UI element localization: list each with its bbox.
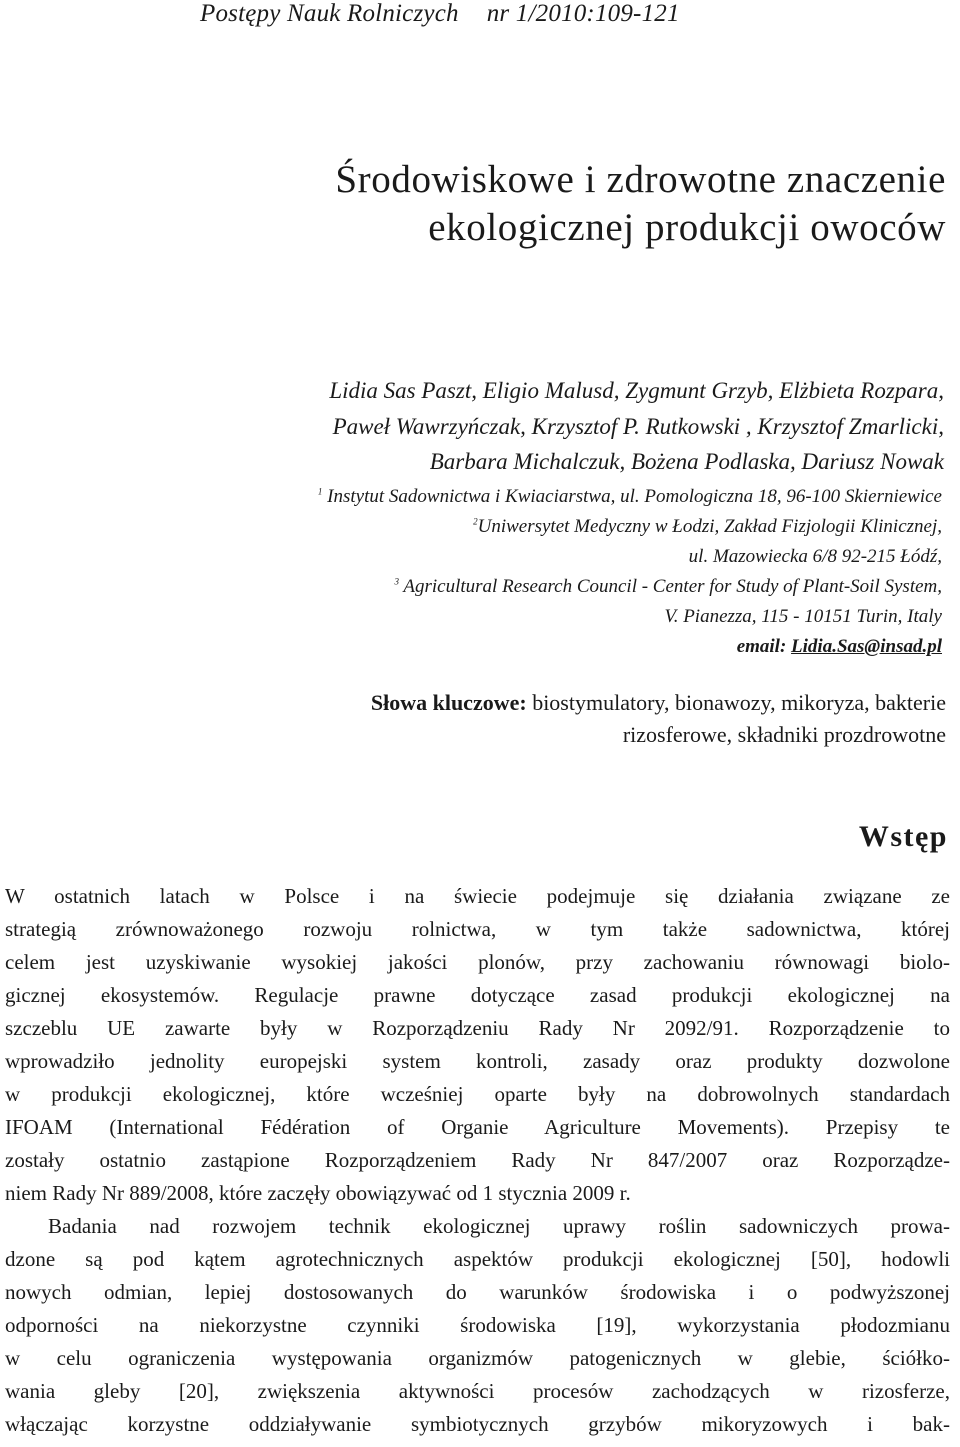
- affiliation-marker-3: 3: [394, 576, 399, 587]
- paragraph-line: nowych odmian, lepiej dostosowanych do warunków środowiska i o podwyższonej: [5, 1280, 950, 1304]
- paragraph-line: włączając korzystne oddziaływanie symbiotycznych grzybów mikoryzowych i bak-: [5, 1412, 950, 1436]
- authors-line-3: Barbara Michalczuk, Bożena Podlaska, Dariusz Nowak: [429, 449, 944, 474]
- article-title: [335, 156, 946, 252]
- paragraph-line: niem Rady Nr 889/2008, które zaczęły obowiązywać od 1 stycznia 2009 r.: [5, 1181, 631, 1205]
- section-heading: Wstęp: [858, 820, 948, 853]
- affiliation-3-address: V. Pianezza, 115 - 10151 Turin, Italy: [664, 606, 942, 627]
- keywords-line-1: biostymulatory, bionawozy, mikoryza, bakterie: [532, 690, 946, 715]
- paragraph-2: [5, 1210, 950, 1441]
- paragraph-line: strategią zrównoważonego rozwoju rolnictwa, w tym także sadownictwa, której: [5, 917, 950, 941]
- journal-name: Postępy Nauk Rolniczych: [200, 0, 459, 27]
- keywords: [371, 687, 946, 751]
- affiliation-1: Instytut Sadownictwa i Kwiaciarstwa, ul. Pomologiczna 18, 96-100 Skierniewice: [327, 486, 942, 507]
- authors-line-1: Lidia Sas Paszt, Eligio Malusd, Zygmunt Grzyb, Elżbieta Rozpara,: [329, 378, 944, 403]
- affiliations: [318, 482, 942, 662]
- paragraph-line: dzone są pod kątem agrotechnicznych aspektów produkcji ekologicznej [50], hodowli: [5, 1247, 950, 1271]
- keywords-line-2: rizosferowe, składniki prozdrowotne: [622, 722, 946, 747]
- paragraph-line: w produkcji ekologicznej, które wcześniej oparte były na dobrowolnych standardach: [5, 1082, 950, 1106]
- keywords-label: Słowa kluczowe:: [370, 690, 527, 715]
- paragraph-1: [5, 880, 950, 1210]
- paragraph-line: odporności na niekorzystne czynniki środowiska [19], wykorzystania płodozmianu: [5, 1313, 950, 1337]
- affiliation-2: Uniwersytet Medyczny w Łodzi, Zakład Fizjologii Klinicznej,: [477, 516, 942, 537]
- paragraph-line: IFOAM (International Fédération of Organie Agriculture Movements). Przepisy te: [5, 1115, 950, 1139]
- email-label: email:: [736, 636, 787, 657]
- title-line-2: ekologicznej produkcji owoców: [428, 206, 946, 249]
- title-line-1: Środowiskowe i zdrowotne znaczenie: [335, 158, 946, 201]
- paragraph-line: celem jest uzyskiwanie wysokiej jakości plonów, przy zachowaniu równowagi biolo-: [5, 950, 950, 974]
- author-list: [329, 373, 944, 480]
- paragraph-line: gicznej ekosystemów. Regulacje prawne dotyczące zasad produkcji ekologicznej na: [5, 983, 950, 1007]
- email-link[interactable]: Lidia.Sas@insad.pl: [791, 636, 942, 657]
- paragraph-line: wania gleby [20], zwiększenia aktywności procesów zachodzących w rizosferze,: [5, 1379, 950, 1403]
- affiliation-2-address: ul. Mazowiecka 6/8 92-215 Łódź,: [688, 546, 942, 567]
- journal-header: [200, 0, 680, 28]
- paragraph-line: wprowadziło jednolity europejski system kontroli, zasady oraz produkty dozwolone: [5, 1049, 950, 1073]
- paragraph-line: w celu ograniczenia występowania organizmów patogenicznych w glebie, ściółko-: [5, 1346, 950, 1370]
- affiliation-3: Agricultural Research Council - Center for Study of Plant-Soil System,: [403, 576, 942, 597]
- body-text: [5, 880, 950, 1441]
- authors-line-2: Paweł Wawrzyńczak, Krzysztof P. Rutkowski , Krzysztof Zmarlicki,: [332, 413, 944, 439]
- paragraph-line: szczeblu UE zawarte były w Rozporządzeniu Rady Nr 2092/91. Rozporządzenie to: [5, 1016, 950, 1040]
- paragraph-line: Badania nad rozwojem technik ekologicznej uprawy roślin sadowniczych prowa-: [48, 1214, 950, 1238]
- affiliation-marker-1: 1: [317, 486, 323, 497]
- paragraph-line: W ostatnich latach w Polsce i na świecie podejmuje się działania związane ze: [5, 884, 950, 908]
- affiliation-marker-2: 2: [473, 516, 478, 527]
- journal-issue: nr 1/2010:109-121: [486, 0, 680, 27]
- paragraph-line: zostały ostatnio zastąpione Rozporządzeniem Rady Nr 847/2007 oraz Rozporządze-: [5, 1148, 950, 1172]
